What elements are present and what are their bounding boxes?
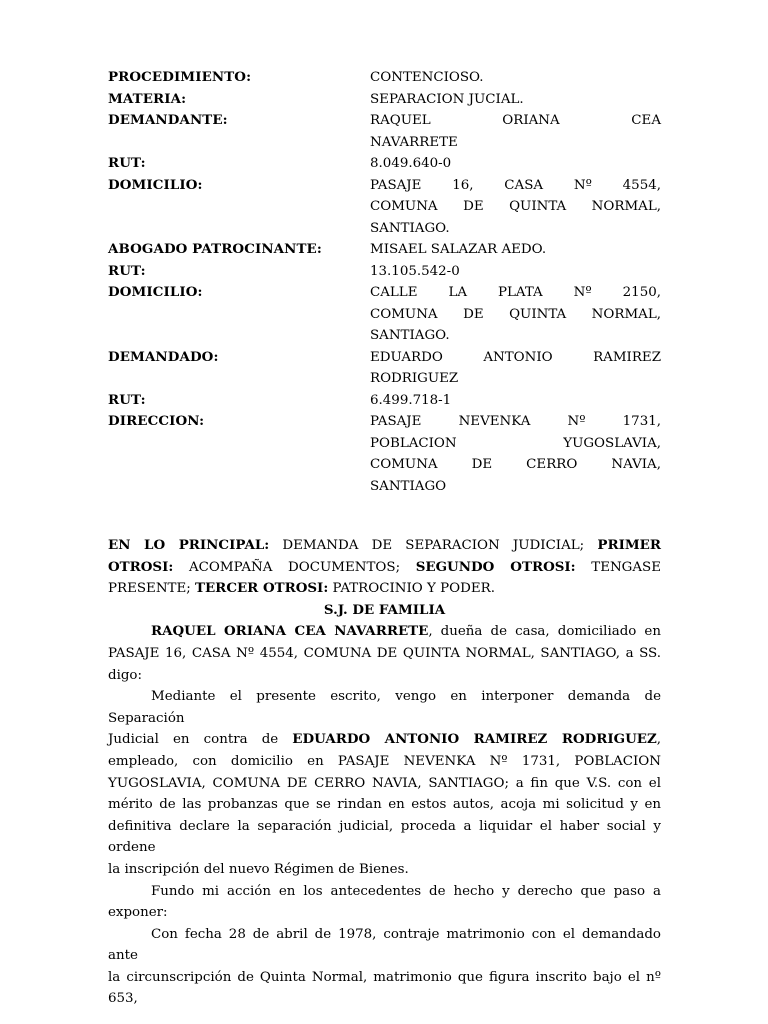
p2-line-1: Fundo mi acción en los antecedentes de hecho y derecho que paso a [151, 883, 661, 899]
p1-line-6: definitiva declare la separación judicial, proceda a liquidar el haber social y ordene [108, 818, 661, 856]
defendant-name: EDUARDO ANTONIO RAMIREZ RODRIGUEZ [292, 731, 657, 748]
p1-line-4: YUGOSLAVIA, COMUNA DE CERRO NAVIA, SANTIAGO; a fin que V.S. con el [108, 775, 661, 791]
header-value-line: NAVARRETE [370, 134, 458, 150]
header-value [370, 153, 661, 175]
header-value-line: MISAEL SALAZAR AEDO. [370, 242, 547, 257]
p3-line-2: la circunscripción de Quinta Normal, matrimonio que figura inscrito bajo el nº 653, [108, 969, 661, 1007]
p2-line-2: exponer: [108, 905, 168, 921]
header-value-line: EDUARDO ANTONIO RAMIREZ [370, 349, 661, 365]
header-value-line: RAQUEL ORIANA CEA [370, 113, 661, 128]
header-value [370, 282, 661, 347]
header-value-line: POBLACION YUGOSLAVIA, [370, 435, 661, 451]
header-value [370, 67, 661, 89]
header-value-line: RODRIGUEZ [370, 371, 459, 386]
header-value-line: PASAJE 16, CASA Nº 4554, [370, 177, 661, 193]
header-label: DIRECCION: [108, 413, 205, 429]
body-paragraph-3 [108, 924, 661, 1010]
header-row [108, 282, 661, 347]
header-row [108, 89, 661, 111]
header-value-line: 13.105.542-0 [370, 263, 460, 279]
header-label: DEMANDADO: [108, 348, 219, 365]
header-label: RUT: [108, 391, 146, 408]
segundo-otrosi-label: SEGUNDO OTROSI: [415, 558, 576, 575]
intro-line-3: digo: [108, 667, 142, 683]
header-value-line: 6.499.718-1 [370, 392, 452, 408]
header-row [108, 390, 661, 412]
header-label: DOMICILIO: [108, 284, 203, 300]
header-value [370, 175, 661, 240]
header-value-line: SEPARACION JUCIAL. [370, 91, 524, 107]
body-paragraph-1 [108, 686, 661, 880]
header-label: DEMANDANTE: [108, 112, 228, 128]
header-label: ABOGADO PATROCINANTE: [108, 241, 322, 257]
header-value-line: COMUNA DE QUINTA NORMAL, [370, 306, 661, 322]
header-value-line: SANTIAGO [370, 478, 447, 494]
header-row [108, 175, 661, 240]
summary-paragraph [108, 535, 661, 600]
header-label: RUT: [108, 262, 146, 279]
p3-line-1: Con fecha 28 de abril de 1978, contraje matrimonio con el demandado ante [108, 926, 661, 964]
header-row [108, 110, 661, 153]
header-value [370, 110, 661, 153]
case-header [108, 67, 661, 497]
intro-line-1: RAQUEL ORIANA CEA NAVARRETE, dueña de casa, domiciliado en [151, 623, 661, 640]
header-row [108, 67, 661, 89]
principal-text: DEMANDA DE SEPARACION JUDICIAL; [269, 538, 598, 553]
header-row [108, 153, 661, 175]
tercer-otrosi-text: PATROCINIO Y PODER. [328, 581, 495, 597]
primer-otrosi-label: PRIMER OTROSI: [108, 537, 661, 575]
p1-line-7: la inscripción del nuevo Régimen de Bienes. [108, 861, 409, 877]
p1-line-3: empleado, con domicilio en PASAJE NEVENKA Nº 1731, POBLACION [108, 753, 661, 769]
header-value [370, 239, 661, 261]
header-value-line: COMUNA DE CERRO NAVIA, [370, 457, 661, 472]
header-value-line: COMUNA DE QUINTA NORMAL, [370, 199, 661, 214]
segundo-otrosi-text: TENGASE PRESENTE; [108, 559, 661, 597]
court-heading: S.J. DE FAMILIA [323, 601, 446, 618]
intro-line-2: PASAJE 16, CASA Nº 4554, COMUNA DE QUINTA NORMAL, SANTIAGO, a SS. [108, 645, 661, 661]
p1-line-5: mérito de las probanzas que se rindan en estos autos, acoja mi solicitud y en [108, 797, 661, 813]
header-value [370, 411, 661, 497]
header-value-line: CONTENCIOSO. [370, 70, 484, 85]
p1-line-1: Mediante el presente escrito, vengo en interponer demanda de Separación [108, 689, 661, 726]
header-value [370, 89, 661, 111]
header-value-line: CALLE LA PLATA Nº 2150, [370, 285, 661, 300]
header-row [108, 411, 661, 497]
header-value-line: SANTIAGO. [370, 220, 450, 236]
tercer-otrosi-label: TERCER OTROSI: [195, 580, 329, 597]
header-value [370, 390, 661, 412]
header-label: DOMICILIO: [108, 176, 203, 193]
plaintiff-name: RAQUEL ORIANA CEA NAVARRETE [151, 623, 429, 640]
header-label: PROCEDIMIENTO: [108, 69, 252, 85]
p1-line-2: Judicial en contra de EDUARDO ANTONIO RAMIREZ RODRIGUEZ, [108, 731, 661, 748]
header-row [108, 347, 661, 390]
header-value [370, 347, 661, 390]
header-value-line: 8.049.640-0 [370, 156, 452, 171]
body-paragraph-2 [108, 881, 661, 924]
header-row [108, 261, 661, 283]
header-label: RUT: [108, 155, 146, 171]
principal-label: EN LO PRINCIPAL: [108, 537, 270, 553]
header-value [370, 261, 661, 283]
primer-otrosi-text: ACOMPAÑA DOCUMENTOS; [173, 559, 416, 575]
header-value-line: PASAJE NEVENKA Nº 1731, [370, 414, 661, 429]
header-value-line: SANTIAGO. [370, 328, 450, 343]
header-label: MATERIA: [108, 90, 187, 107]
intro-paragraph [108, 621, 661, 686]
header-row [108, 239, 661, 261]
